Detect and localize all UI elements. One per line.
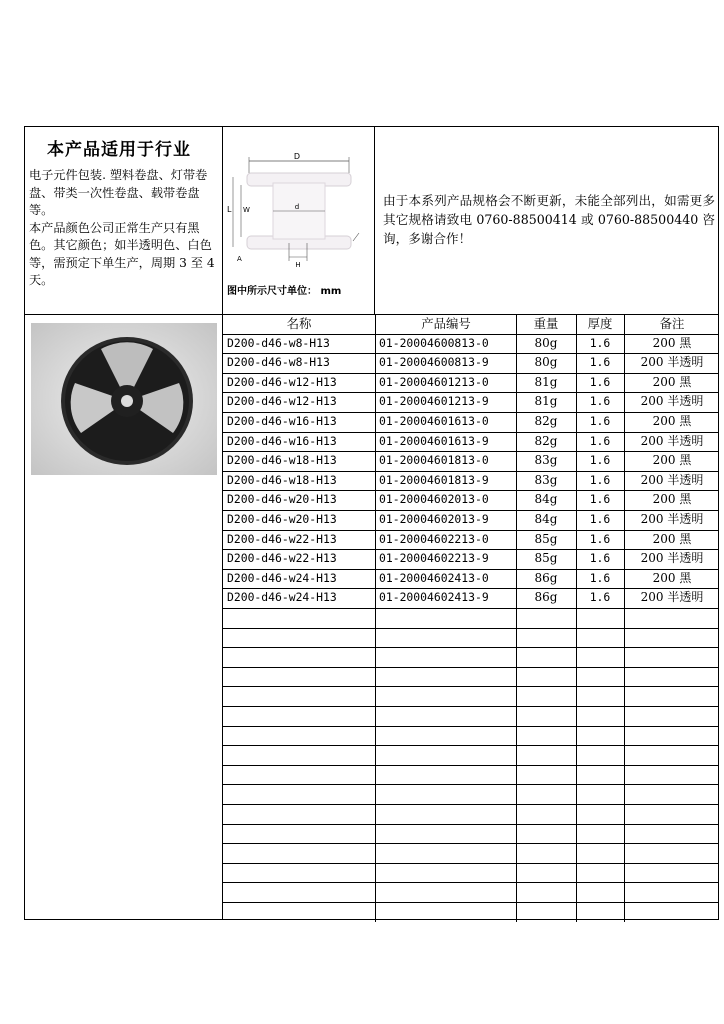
cell-product-code: 01-20004602213-9 (379, 551, 489, 566)
table-empty-row (223, 804, 719, 824)
cell-weight: 81g (534, 374, 558, 389)
cell-weight: 81g (534, 394, 558, 409)
cell-remark: 200 黑 (652, 492, 692, 507)
cell-remark: 200 黑 (652, 414, 692, 428)
table-row (223, 490, 719, 510)
cell-thickness: 1.6 (589, 394, 611, 409)
cell-remark: 200 黑 (652, 335, 692, 350)
page-title: 本产品适用于行业 (47, 140, 191, 160)
cell-name: D200-d46-w16-H13 (227, 433, 337, 448)
table-empty-row (223, 608, 719, 628)
table-row (223, 588, 719, 608)
cell-product-code: 01-20004602213-0 (379, 531, 489, 546)
header-cell-product-code: 产品编号 (421, 316, 471, 331)
cell-remark: 200 半透明 (640, 551, 704, 566)
cell-name: D200-d46-w20-H13 (227, 512, 337, 526)
cell-remark: 200 半透明 (640, 512, 704, 526)
cell-thickness: 1.6 (589, 414, 611, 428)
table-row (223, 432, 719, 452)
intro-paragraph-colors: 本产品颜色公司正常生产只有黑色。其它颜色；如半透明色、白色等，需预定下单生产，周期 3 至 4 天。 (29, 220, 215, 287)
cell-thickness: 1.6 (589, 472, 611, 487)
cell-thickness: 1.6 (589, 374, 611, 389)
cell-thickness: 1.6 (589, 433, 611, 448)
cell-name: D200-d46-w8-H13 (227, 335, 330, 350)
table-empty-row (223, 667, 719, 687)
table-empty-row (223, 863, 719, 883)
table-empty-row (223, 843, 719, 863)
cell-thickness: 1.6 (589, 590, 611, 605)
table-empty-row (223, 628, 719, 648)
cell-weight: 86g (534, 570, 558, 585)
cell-remark: 200 黑 (652, 374, 692, 389)
table-row (223, 549, 719, 569)
cell-thickness: 1.6 (589, 570, 611, 585)
cell-remark: 200 半透明 (640, 433, 704, 448)
cell-weight: 84g (534, 492, 558, 507)
table-row (223, 353, 719, 373)
cell-name: D200-d46-w24-H13 (227, 570, 337, 585)
cell-product-code: 01-20004602413-9 (379, 590, 489, 605)
table-empty-row (223, 882, 719, 902)
cell-thickness: 1.6 (589, 355, 611, 370)
cell-name: D200-d46-w20-H13 (227, 492, 337, 507)
cell-weight: 82g (534, 433, 558, 448)
cell-weight: 85g (534, 531, 558, 546)
dim-label-D: D (293, 152, 301, 161)
reel-product-photo (31, 323, 217, 475)
table-empty-row (223, 824, 719, 844)
table-row (223, 373, 719, 393)
table-empty-row (223, 902, 719, 922)
cell-product-code: 01-20004601213-9 (379, 394, 489, 409)
cell-weight: 80g (534, 335, 558, 350)
cell-weight: 80g (534, 355, 558, 370)
reel-dimension-diagram (227, 139, 367, 271)
table-empty-row (223, 784, 719, 804)
contact-notice: 由于本系列产品规格会不断更新，未能全部列出，如需更多其它规格请致电 0760-88500414 或 0760-88500440 咨询，多谢合作！ (383, 193, 715, 246)
product-sheet (24, 126, 719, 920)
cell-product-code: 01-20004601813-9 (379, 472, 489, 487)
cell-product-code: 01-20004601613-0 (379, 414, 489, 428)
cell-name: D200-d46-w22-H13 (227, 551, 337, 566)
table-empty-row (223, 745, 719, 765)
table-empty-row (223, 706, 719, 726)
cell-thickness: 1.6 (589, 531, 611, 546)
table-row (223, 530, 719, 550)
table-empty-row (223, 686, 719, 706)
diagram-caption: 图中所示尺寸单位： mm (227, 286, 342, 297)
cell-name: D200-d46-w16-H13 (227, 414, 337, 428)
table-empty-row (223, 647, 719, 667)
table-row (223, 392, 719, 412)
cell-weight: 84g (534, 512, 558, 526)
dim-label-W: W (243, 206, 250, 214)
cell-weight: 83g (534, 472, 558, 487)
cell-remark: 200 半透明 (640, 394, 704, 409)
intro-text (29, 167, 221, 290)
cell-name: D200-d46-w24-H13 (227, 590, 337, 605)
dim-label-d: d (294, 203, 300, 211)
cell-thickness: 1.6 (589, 492, 611, 507)
cell-product-code: 01-20004602013-0 (379, 492, 489, 507)
cell-remark: 200 黑 (652, 453, 692, 468)
cell-weight: 86g (534, 590, 558, 605)
table-row (223, 510, 719, 530)
cell-thickness: 1.6 (589, 512, 611, 526)
cell-name: D200-d46-w12-H13 (227, 374, 337, 389)
cell-remark: 200 半透明 (640, 472, 704, 487)
table-row (223, 334, 719, 354)
table-row (223, 412, 719, 432)
cell-product-code: 01-20004601213-0 (379, 374, 489, 389)
table-empty-row (223, 726, 719, 746)
divider-diagram-notice (374, 127, 375, 314)
cell-weight: 82g (534, 414, 558, 428)
table-row (223, 451, 719, 471)
header-cell-remark: 备注 (659, 316, 685, 331)
cell-name: D200-d46-w18-H13 (227, 472, 337, 487)
dim-label-H: H (295, 261, 301, 269)
table-row (223, 569, 719, 589)
cell-product-code: 01-20004600813-9 (379, 355, 489, 370)
cell-product-code: 01-20004602013-9 (379, 512, 489, 526)
cell-product-code: 01-20004602413-0 (379, 570, 489, 585)
cell-remark: 200 黑 (652, 570, 692, 585)
header-cell-weight: 重量 (533, 316, 559, 331)
cell-thickness: 1.6 (589, 453, 611, 468)
header-cell-thickness: 厚度 (587, 316, 613, 331)
cell-thickness: 1.6 (589, 335, 611, 350)
cell-remark: 200 半透明 (640, 355, 704, 370)
table-empty-row (223, 765, 719, 785)
cell-product-code: 01-20004601613-9 (379, 433, 489, 448)
header-cell-name: 名称 (286, 316, 312, 331)
dim-label-L: L (227, 205, 232, 214)
cell-product-code: 01-20004601813-0 (379, 453, 489, 468)
cell-name: D200-d46-w18-H13 (227, 453, 337, 468)
cell-name: D200-d46-w8-H13 (227, 355, 330, 370)
table-row (223, 471, 719, 491)
cell-name: D200-d46-w22-H13 (227, 531, 337, 546)
intro-paragraph-usage: 电子元件包装. 塑料卷盘、灯带卷盘、带类一次性卷盘、载带卷盘等。 (29, 168, 208, 217)
cell-weight: 85g (534, 551, 558, 566)
cell-name: D200-d46-w12-H13 (227, 394, 337, 409)
cell-remark: 200 半透明 (640, 590, 704, 605)
cell-weight: 83g (534, 453, 558, 468)
table-header-row (223, 314, 719, 334)
cell-thickness: 1.6 (589, 551, 611, 566)
cell-product-code: 01-20004600813-0 (379, 335, 489, 350)
dim-label-A: A (237, 255, 242, 263)
cell-remark: 200 黑 (652, 531, 692, 546)
